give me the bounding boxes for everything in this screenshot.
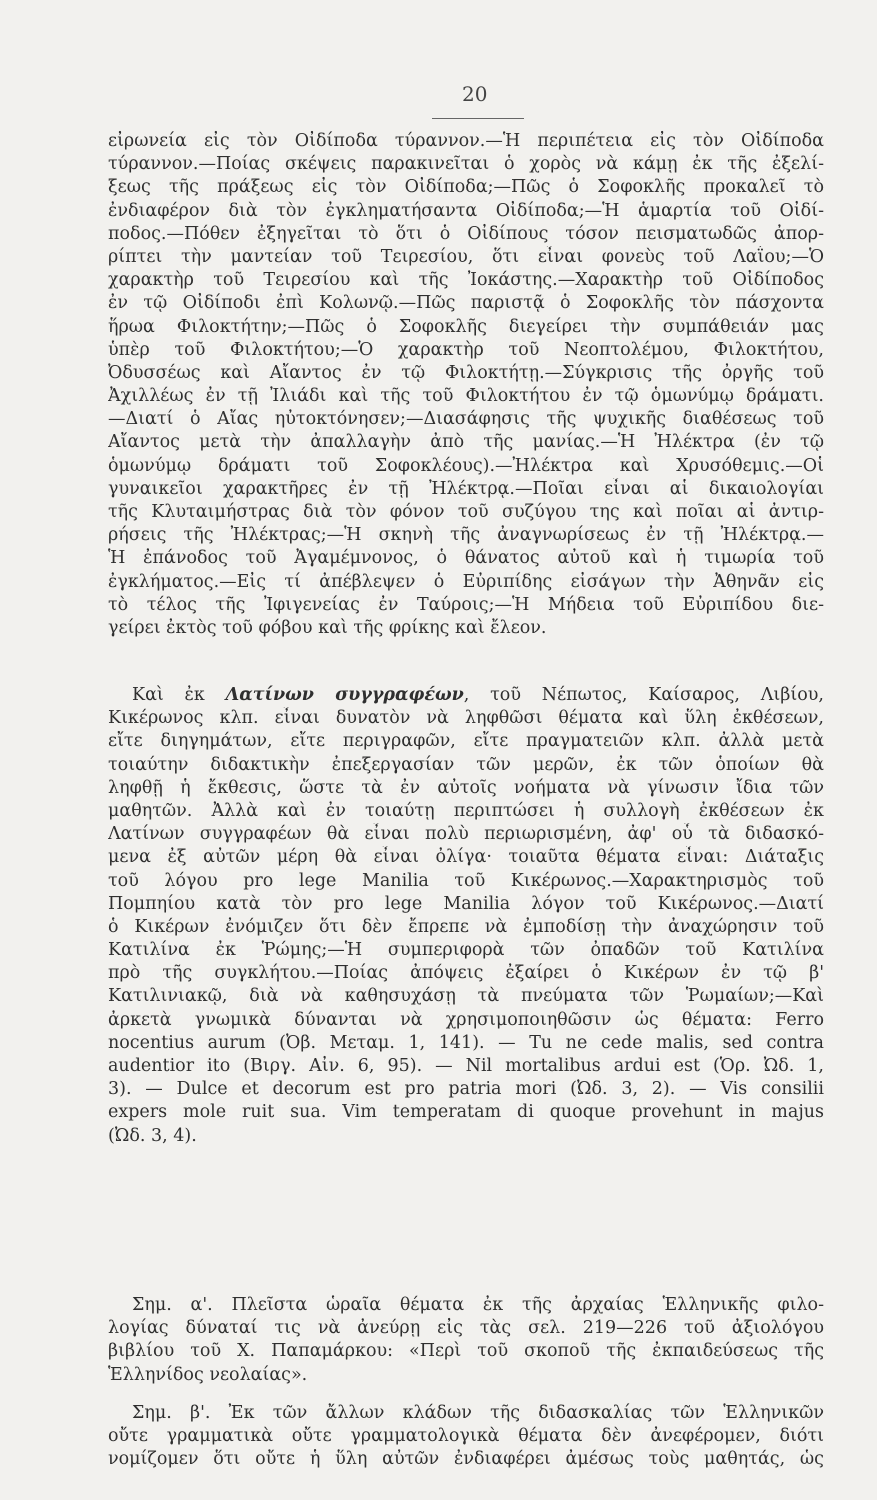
text-line: Κατιλινιακῷ, διὰ νὰ καθησυχάσῃ τὰ πνεύματα τῶν Ῥωμαίων;—Καὶ (108, 986, 824, 1007)
text-line: ὁμωνύμῳ δράματι τοῦ Σοφοκλέους).—Ἠλέκτρα καὶ Χρυσόθεμις.—Οἱ (108, 455, 824, 476)
text-line: ἥρωα Φιλοκτήτην;—Πῶς ὁ Σοφοκλῆς διεγείρει τὴν συμπάθειάν μας (108, 316, 824, 337)
text-line: βιβλίου τοῦ Χ. Παπαμάρκου: «Περὶ τοῦ σκοποῦ τῆς ἐκπαιδεύσεως τῆς (108, 1341, 824, 1362)
text-line: πρὸ τῆς συγκλήτου.—Ποίας ἀπόψεις ἐξαίρει ὁ Κικέρων ἐν τῷ β' (108, 963, 824, 984)
text-line: οὔτε γραμματικὰ οὔτε γραμματολογικὰ θέματα δὲν ἀνεφέρομεν, διότι (108, 1426, 824, 1447)
page-number: 20 (462, 82, 488, 106)
latin-intro-prefix: Καὶ ἐκ (132, 685, 226, 705)
text-line: ἐνδιαφέρον διὰ τὸν ἐγκληματήσαντα Οἰδίποδα;—Ἡ ἁμαρτία τοῦ Οἰδί- (108, 200, 824, 221)
text-line: Ὀδυσσέως καὶ Αἴαντος ἐν τῷ Φιλοκτήτῃ.—Σύγκρισις τῆς ὀργῆς τοῦ (108, 362, 824, 383)
text-line: Κατιλίνα ἐκ Ῥώμης;—Ἡ συμπεριφορὰ τῶν ὀπαδῶν τοῦ Κατιλίνα (108, 940, 824, 961)
text-line: 3). — Dulce et decorum est pro patria mori (Ὠδ. 3, 2). — Vis consilii (108, 1079, 824, 1100)
text-line: Ἀχιλλέως ἐν τῇ Ἰλιάδι καὶ τῆς τοῦ Φιλοκτήτου ἐν τῷ ὁμωνύμῳ δράματι. (108, 386, 824, 407)
text-line: —Διατί ὁ Αἴας ηὐτοκτόνησεν;—Διασάφησις τῆς ψυχικῆς διαθέσεως τοῦ (108, 409, 824, 430)
text-line: ὁ Κικέρων ἐνόμιζεν ὅτι δὲν ἔπρεπε νὰ ἐμποδίσῃ τὴν ἀναχώρησιν τοῦ (108, 916, 824, 937)
text-line: (Ὠδ. 3, 4). (108, 1125, 197, 1146)
text-line: εἰρωνεία εἰς τὸν Οἰδίποδα τύραννον.—Ἡ περιπέτεια εἰς τὸν Οἰδίποδα (108, 131, 824, 151)
text-line: τύραννον.—Ποίας σκέψεις παρακινεῖται ὁ χορὸς νὰ κάμῃ ἐκ τῆς ἐξελί- (108, 154, 824, 175)
note-beta (108, 1402, 824, 1472)
text-line: Πομπηίου κατὰ τὸν pro lege Manilia λόγον τοῦ Κικέρωνος.—Διατί (108, 893, 824, 914)
text-line: μενα ἐξ αὐτῶν μέρη θὰ εἶναι ὀλίγα· τοιαῦτα θέματα εἶναι: Διάταξις (108, 847, 824, 868)
text-line: χαρακτὴρ τοῦ Τειρεσίου καὶ τῆς Ἰοκάστης.—Χαρακτὴρ τοῦ Οἰδίποδος (108, 270, 824, 291)
text-line: Ἡ ἐπάνοδος τοῦ Ἀγαμέμνονος, ὁ θάνατος αὐτοῦ καὶ ἡ τιμωρία τοῦ (108, 548, 824, 569)
latin-authors-heading: Λατίνων συγγραφέων (225, 685, 464, 705)
greek-tragedy-paragraph (108, 130, 824, 640)
text-line: ληφθῇ ἡ ἔκθεσις, ὥστε τὰ ἐν αὐτοῖς νοήματα νὰ γίνωσιν ἴδια τῶν (108, 777, 824, 798)
text-line (108, 684, 824, 707)
text-line: μαθητῶν. Ἀλλὰ καὶ ἐν τοιαύτῃ περιπτώσει ἡ συλλογὴ ἐκθέσεων ἐκ (108, 800, 824, 821)
text-line: ρίπτει τὴν μαντείαν τοῦ Τειρεσίου, ὅτι εἶναι φονεὺς τοῦ Λαΐου;—Ὁ (108, 246, 824, 267)
latin-intro-suffix: , τοῦ Νέπωτος, Καίσαρος, Λιβίου, (463, 685, 824, 705)
text-line: Ἑλληνίδος νεολαίας». (108, 1364, 308, 1385)
text-line: Σημ. β'. Ἐκ τῶν ἄλλων κλάδων τῆς διδασκαλίας τῶν Ἑλληνικῶν (132, 1403, 824, 1423)
text-line: ἐγκλήματος.—Εἰς τί ἀπέβλεψεν ὁ Εὐριπίδης εἰσάγων τὴν Ἀθηνᾶν εἰς (108, 571, 824, 592)
text-line: ξεως τῆς πράξεως εἰς τὸν Οἰδίποδα;—Πῶς ὁ Σοφοκλῆς προκαλεῖ τὸ (108, 177, 824, 198)
text-line: λογίας δύναταί τις νὰ ἀνεύρῃ εἰς τὰς σελ. 219—226 τοῦ ἀξιολόγου (108, 1318, 824, 1339)
text-line: ὑπὲρ τοῦ Φιλοκτήτου;—Ὁ χαρακτὴρ τοῦ Νεοπτολέμου, Φιλοκτήτου, (108, 339, 824, 360)
text-line: τῆς Κλυταιμήστρας διὰ τὸν φόνον τοῦ συζύγου της καὶ ποῖαι αἱ ἀντιρ- (108, 502, 824, 522)
text-line: τὸ τέλος τῆς Ἰφιγενείας ἐν Ταύροις;—Ἡ Μήδεια τοῦ Εὐριπίδου διε- (108, 594, 824, 615)
text-line: Λατίνων συγγραφέων θὰ εἶναι πολὺ περιωρισμένη, ἀφ' οὗ τὰ διδασκό- (108, 824, 824, 845)
text-line: Αἴαντος μετὰ τὴν ἀπαλλαγὴν ἀπὸ τῆς μανίας.—Ἡ Ἠλέκτρα (ἐν τῷ (108, 432, 824, 453)
text-line: τοῦ λόγου pro lege Manilia τοῦ Κικέρωνος.—Χαρακτηρισμὸς τοῦ (108, 870, 824, 891)
text-line: Σημ. α'. Πλεῖστα ὡραῖα θέματα ἐκ τῆς ἀρχαίας Ἑλληνικῆς φιλο- (132, 1295, 824, 1315)
text-line: Κικέρωνος κλπ. εἶναι δυνατὸν νὰ ληφθῶσι θέματα καὶ ὕλη ἐκθέσεων, (108, 708, 824, 729)
text-line: εἴτε διηγημάτων, εἴτε περιγραφῶν, εἴτε πραγματειῶν κλπ. ἀλλὰ μετὰ (108, 731, 824, 752)
text-line: ποδος.—Πόθεν ἐξηγεῖται τὸ ὅτι ὁ Οἰδίπους τόσον πεισματωδῶς ἀπορ- (108, 223, 824, 244)
latin-authors-paragraph (108, 684, 824, 1148)
text-line: expers mole ruit sua. Vim temperatam di quoque provehunt in majus (108, 1102, 824, 1123)
note-alpha (108, 1294, 824, 1387)
text-line: νομίζομεν ὅτι οὔτε ἡ ὕλη αὐτῶν ἐνδιαφέρει ἀμέσως τοὺς μαθητάς, ὡς (108, 1449, 824, 1470)
text-line: nocentius aurum (Ὀβ. Μεταμ. 1, 141). — Tu ne cede malis, sed contra (108, 1032, 824, 1053)
text-line: γείρει ἐκτὸς τοῦ φόβου καὶ τῆς φρίκης καὶ ἔλεον. (108, 617, 547, 638)
header-rule (432, 118, 524, 119)
text-line: ἀρκετὰ γνωμικὰ δύνανται νὰ χρησιμοποιηθῶσιν ὡς θέματα: Ferro (108, 1009, 824, 1030)
text-line: γυναικεῖοι χαρακτῆρες ἐν τῇ Ἠλέκτρᾳ.—Ποῖαι εἶναι αἱ δικαιολογίαι (108, 478, 824, 499)
text-line: ρήσεις τῆς Ἠλέκτρας;—Ἡ σκηνὴ τῆς ἀναγνωρίσεως ἐν τῇ Ἠλέκτρᾳ.— (108, 525, 824, 546)
text-line: audentior ito (Βιργ. Αἰν. 6, 95). — Nil mortalibus ardui est (Ὁρ. Ὠδ. 1, (108, 1056, 824, 1076)
text-line: ἐν τῷ Οἰδίποδι ἐπὶ Κολωνῷ.—Πῶς παριστᾷ ὁ Σοφοκλῆς τὸν πάσχοντα (108, 293, 824, 314)
text-line: τοιαύτην διδακτικὴν ἐπεξεργασίαν τῶν μερῶν, ἐκ τῶν ὁποίων θὰ (108, 754, 824, 775)
